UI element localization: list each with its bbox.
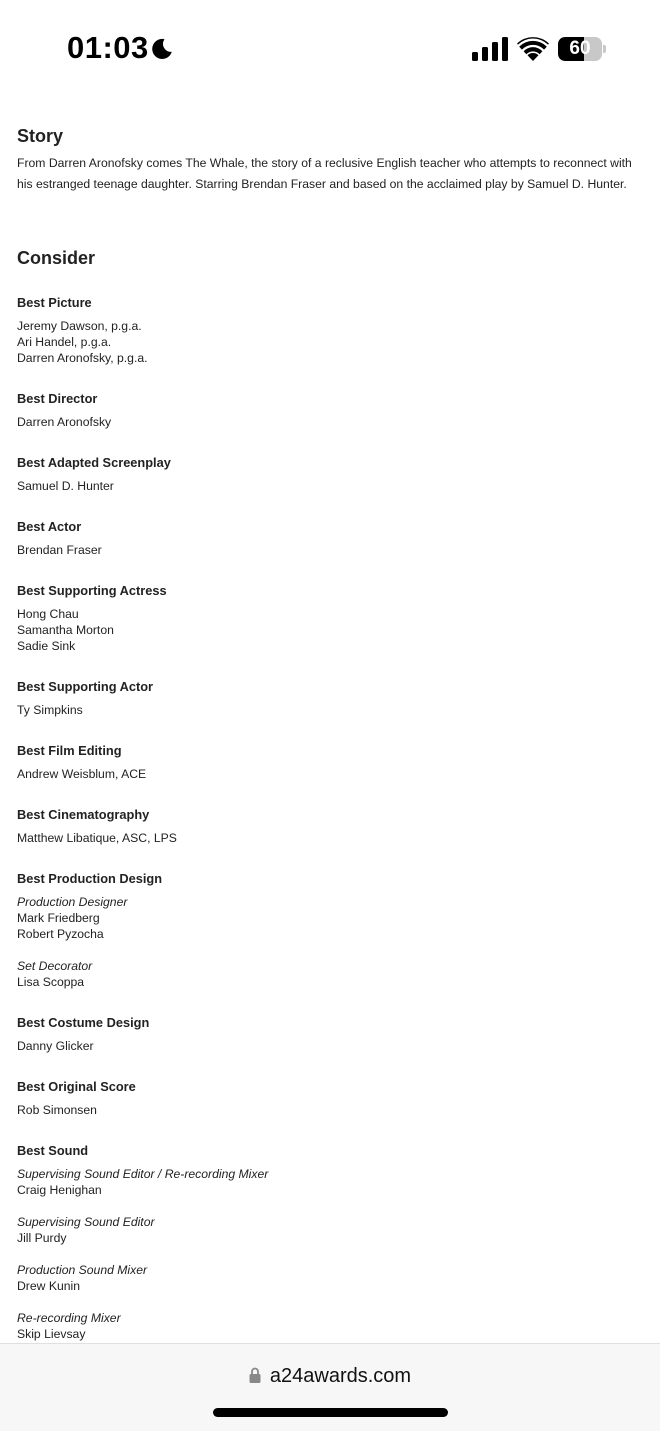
nominee-name: Darren Aronofsky, p.g.a.: [17, 351, 148, 365]
nominee-name: Samantha Morton: [17, 623, 114, 637]
story-body: From Darren Aronofsky comes The Whale, the story of a reclusive English teacher who attempts to reconnect with his estranged teenage daughter. Starring Brendan Fraser and based on the acclaimed play by Samuel D. Hunter.: [17, 156, 632, 191]
nominee-name: Craig Henighan: [17, 1183, 102, 1197]
category-title: Best Supporting Actress: [17, 583, 167, 598]
nominee-group: [17, 606, 643, 654]
category-title: Best Adapted Screenplay: [17, 455, 171, 470]
category-block: [17, 806, 643, 846]
category-title: Best Original Score: [17, 1079, 136, 1094]
nominee-group: [17, 1214, 643, 1246]
category-title: Best Director: [17, 391, 98, 406]
nominee-name: Danny Glicker: [17, 1039, 94, 1053]
nominee-group: [17, 958, 643, 990]
page-content: [17, 124, 643, 1342]
home-indicator[interactable]: [213, 1408, 448, 1417]
nominee-name: Darren Aronofsky: [17, 415, 112, 429]
category-block: [17, 678, 643, 718]
nominee-group: [17, 478, 643, 494]
nominee-name: Lisa Scoppa: [17, 975, 85, 989]
category-block: [17, 294, 643, 366]
story-heading: Story: [17, 126, 64, 146]
lock-icon: [249, 1367, 261, 1383]
battery-indicator: [558, 37, 606, 61]
category-block: [17, 870, 643, 990]
category-block: [17, 518, 643, 558]
category-list: [17, 294, 643, 1342]
status-bar: [0, 0, 660, 96]
nominee-name: Matthew Libatique, ASC, LPS: [17, 831, 177, 845]
nominee-role: Re-recording Mixer: [17, 1311, 121, 1325]
nominee-group: [17, 1102, 643, 1118]
nominee-name: Ty Simpkins: [17, 703, 83, 717]
nominee-name: Samuel D. Hunter: [17, 479, 114, 493]
nominee-name: Skip Lievsay: [17, 1327, 86, 1341]
nominee-group: [17, 318, 643, 366]
cellular-signal-icon: [472, 37, 508, 61]
category-title: Best Supporting Actor: [17, 679, 154, 694]
address-domain[interactable]: a24awards.com: [269, 1365, 412, 1387]
nominee-group: [17, 1262, 643, 1294]
nominee-group: [17, 414, 643, 430]
moon-icon: [150, 37, 174, 61]
nominee-group: [17, 542, 643, 558]
category-block: [17, 742, 643, 782]
nominee-group: [17, 1038, 643, 1054]
nominee-group: [17, 766, 643, 782]
nominee-group: [17, 1166, 643, 1198]
nominee-group: [17, 894, 643, 942]
nominee-name: Sadie Sink: [17, 639, 76, 653]
nominee-group: [17, 830, 643, 846]
nominee-group: [17, 1310, 643, 1342]
category-block: [17, 582, 643, 654]
battery-percent: 60: [569, 38, 591, 59]
nominee-role: Supervising Sound Editor / Re-recording Mixer: [17, 1167, 269, 1181]
nominee-group: [17, 702, 643, 718]
category-block: [17, 1078, 643, 1118]
status-time: 01:03: [67, 30, 149, 65]
consider-heading: Consider: [17, 248, 96, 268]
category-block: [17, 1142, 643, 1342]
category-title: Best Production Design: [17, 871, 163, 886]
nominee-name: Jill Purdy: [17, 1231, 67, 1245]
nominee-name: Drew Kunin: [17, 1279, 80, 1293]
category-title: Best Actor: [17, 519, 82, 534]
nominee-name: Robert Pyzocha: [17, 927, 104, 941]
category-block: [17, 454, 643, 494]
nominee-role: Supervising Sound Editor: [17, 1215, 155, 1229]
browser-address-bar[interactable]: [0, 1343, 660, 1431]
nominee-role: Set Decorator: [17, 959, 93, 973]
nominee-name: Andrew Weisblum, ACE: [17, 767, 147, 781]
category-title: Best Film Editing: [17, 743, 122, 758]
nominee-name: Brendan Fraser: [17, 543, 102, 557]
nominee-name: Ari Handel, p.g.a.: [17, 335, 112, 349]
category-title: Best Costume Design: [17, 1015, 150, 1030]
nominee-name: Jeremy Dawson, p.g.a.: [17, 319, 142, 333]
nominee-role: Production Sound Mixer: [17, 1263, 148, 1277]
category-block: [17, 1014, 643, 1054]
category-title: Best Cinematography: [17, 807, 150, 822]
wifi-icon: [517, 36, 549, 61]
nominee-name: Mark Friedberg: [17, 911, 100, 925]
nominee-name: Rob Simonsen: [17, 1103, 97, 1117]
category-title: Best Picture: [17, 295, 92, 310]
category-block: [17, 390, 643, 430]
nominee-role: Production Designer: [17, 895, 128, 909]
category-title: Best Sound: [17, 1143, 89, 1158]
nominee-name: Hong Chau: [17, 607, 79, 621]
